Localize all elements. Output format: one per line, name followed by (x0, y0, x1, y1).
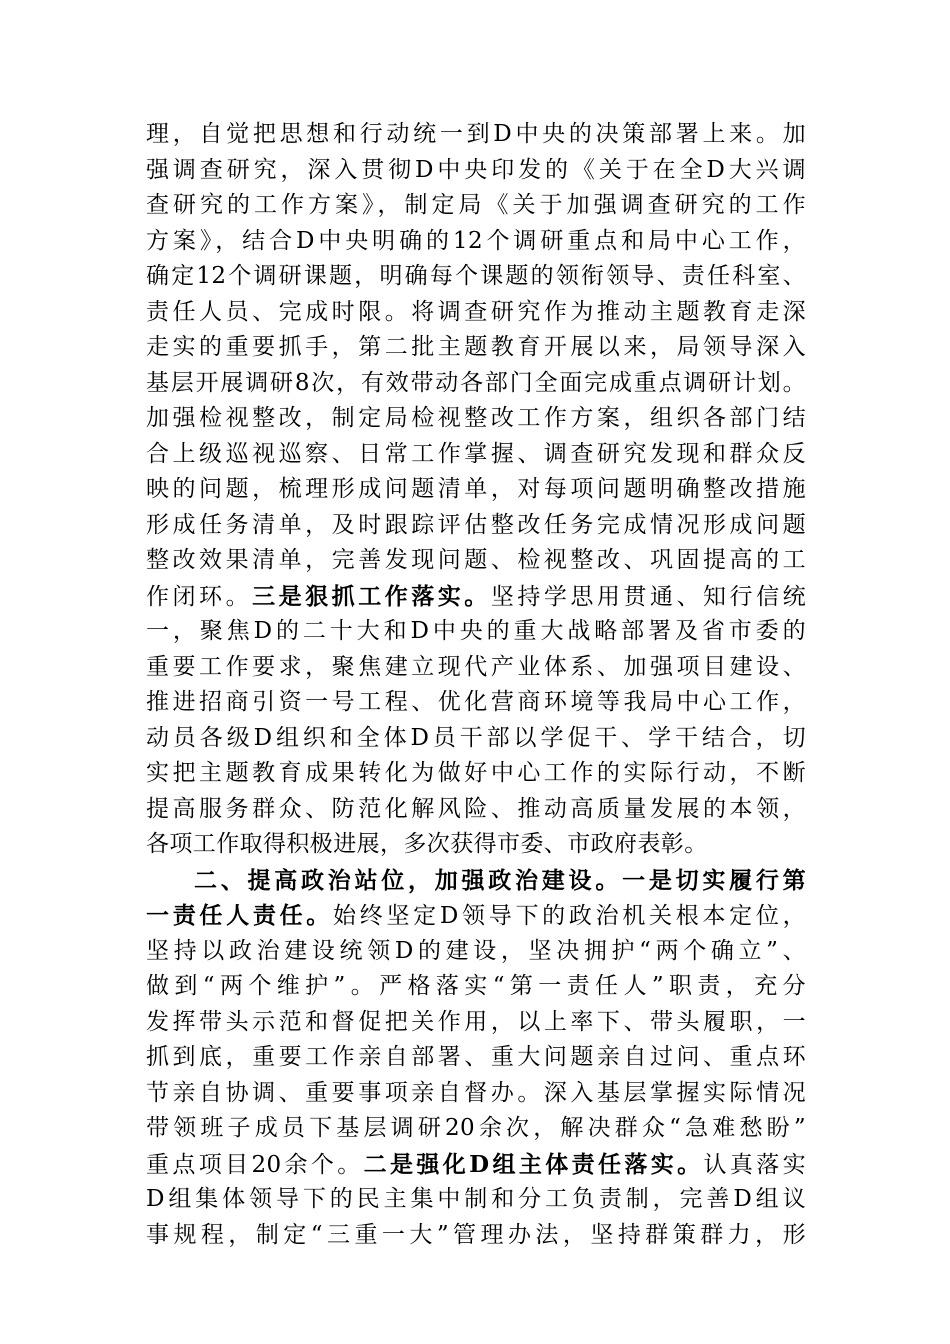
text-line (146, 543, 806, 579)
text-line (146, 188, 806, 224)
text-run: 始终坚定D领导下的政治机关根本定位， (333, 903, 807, 929)
text-line (146, 330, 806, 366)
text-line (146, 827, 806, 863)
text-run: 映的问题，梳理形成问题清单，对每项问题明确整改措施 (146, 476, 806, 502)
text-run: 基层开展调研8次，有效带动各部门全面完成重点调研计划。 (146, 369, 806, 396)
text-run: 动员各级D组织和全体D员干部以学促干、学干结合，切 (146, 724, 806, 751)
text-run: 各项工作取得积极进展，多次获得市委、市政府表彰。 (146, 831, 708, 857)
text-run: 坚持学思用贯通、知行信统 (490, 583, 806, 610)
text-run: 提高服务群众、防范化解风险、推动高质量发展的本领， (146, 795, 806, 822)
text-run: 确定12个调研课题，明确每个课题的领衔领导、责任科室、 (146, 263, 806, 289)
text-line (146, 934, 806, 970)
bold-text-run: 三是狠抓工作落实。 (252, 582, 491, 610)
bold-text-run: 一责任人责任。 (146, 902, 334, 929)
text-line (146, 721, 806, 757)
text-run: 查研究的工作方案》，制定局《关于加强调查研究的工作 (146, 192, 806, 218)
text-line (146, 969, 806, 1005)
text-line (146, 224, 806, 260)
text-line (146, 1040, 806, 1076)
text-run: 坚持以政治建设统领D的建设，坚决拥护“两个确立”、 (146, 937, 806, 964)
text-line (146, 1005, 806, 1041)
bold-text-run: 二是强化D组主体责任落实。 (363, 1150, 704, 1178)
text-line (146, 1218, 806, 1254)
text-run: 带领班子成员下基层调研20余次，解决群众“急难愁盼” (146, 1115, 806, 1141)
text-run: D组集体领导下的民主集中制和分工负责制，完善D组议 (146, 1186, 806, 1212)
text-line (146, 1111, 806, 1147)
text-line (146, 1182, 806, 1218)
text-run: 节亲自协调、重要事项亲自督办。深入基层掌握实际情况 (146, 1079, 806, 1106)
text-line (146, 472, 806, 508)
text-run: 强调查研究，深入贯彻D中央印发的《关于在全D大兴调 (146, 156, 806, 183)
text-run: 整改效果清单，完善发现问题、检视整改、巩固提高的工 (146, 547, 806, 573)
text-line (146, 579, 806, 615)
text-run: 加强检视整改，制定局检视整改工作方案，组织各部门结 (146, 405, 806, 431)
text-run: 理，自觉把思想和行动统一到D中央的决策部署上来。加 (146, 121, 806, 147)
bold-text-run: 二、提高政治站位，加强政治建设。一是切实履行第 (194, 866, 806, 894)
text-line (146, 650, 806, 686)
text-run: 重点项目20余个。 (146, 1151, 364, 1178)
text-line (146, 153, 806, 189)
text-line (146, 401, 806, 437)
text-run: 推进招商引资一号工程、优化营商环境等我局中心工作， (146, 689, 806, 715)
text-line (146, 366, 806, 402)
text-run: 认真落实 (703, 1151, 806, 1178)
text-run: 方案》，结合D中央明确的12个调研重点和局中心工作， (146, 227, 806, 254)
text-line (146, 792, 806, 828)
text-line (146, 685, 806, 721)
text-run: 做到“两个维护”。严格落实“第一责任人”职责，充分 (146, 973, 806, 999)
text-line (146, 259, 806, 295)
text-line (146, 1147, 806, 1183)
text-line (146, 295, 806, 331)
text-run: 重要工作要求，聚焦建立现代产业体系、加强项目建设、 (146, 653, 806, 680)
text-run: 发挥带头示范和督促把关作用，以上率下、带头履职，一 (146, 1008, 806, 1035)
text-run: 责任人员、完成时限。将调查研究作为推动主题教育走深 (146, 298, 806, 325)
text-run: 事规程，制定“三重一大”管理办法，坚持群策群力，形 (146, 1221, 806, 1248)
text-run: 走实的重要抓手，第二批主题教育开展以来，局领导深入 (146, 334, 806, 360)
text-run: 作闭环。 (146, 583, 253, 610)
text-line (146, 437, 806, 473)
text-line (146, 1076, 806, 1112)
text-line (146, 508, 806, 544)
text-run: 一，聚焦D的二十大和D中央的重大战略部署及省市委的 (146, 618, 806, 644)
text-run: 抓到底，重要工作亲自部署、重大问题亲自过问、重点环 (146, 1044, 806, 1070)
text-line (146, 614, 806, 650)
text-line (146, 863, 806, 899)
text-run: 合上级巡视巡察、日常工作掌握、调查研究发现和群众反 (146, 440, 806, 467)
text-line (146, 756, 806, 792)
body-text (146, 117, 806, 1253)
text-line (146, 898, 806, 934)
text-run: 形成任务清单，及时跟踪评估整改任务完成情况形成问题 (146, 511, 806, 538)
text-line (146, 117, 806, 153)
text-run: 实把主题教育成果转化为做好中心工作的实际行动，不断 (146, 760, 806, 786)
